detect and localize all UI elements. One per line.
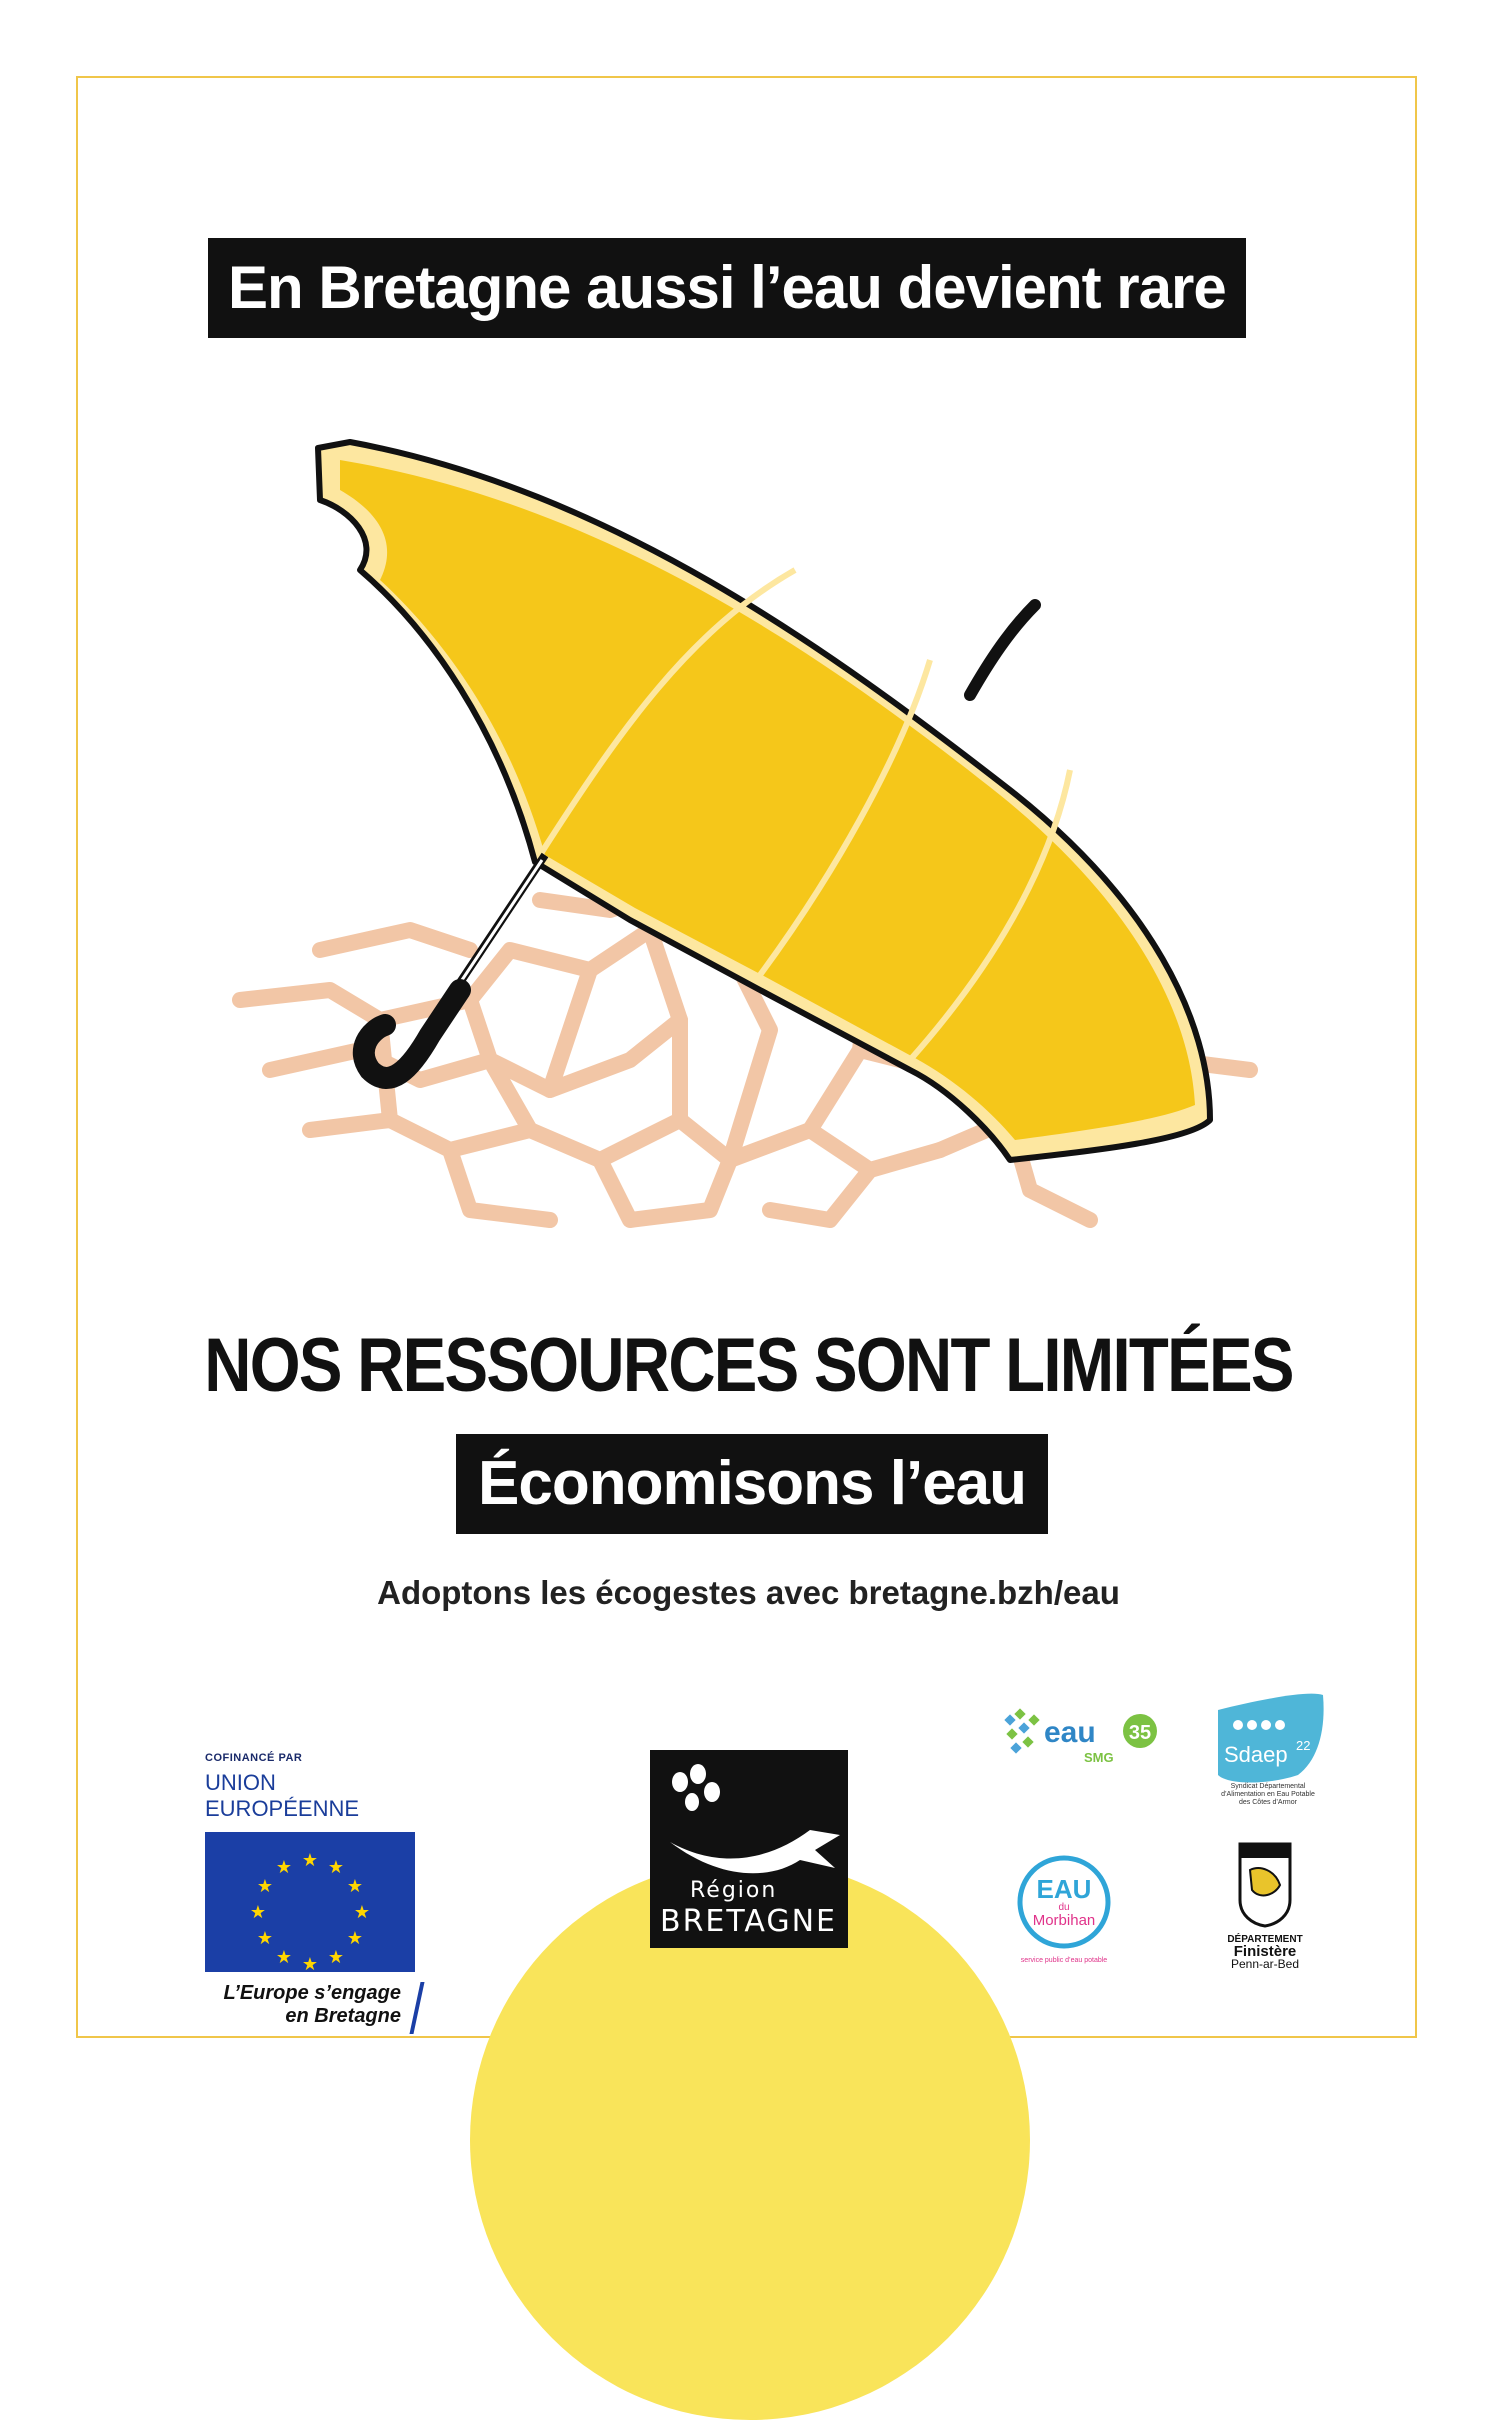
finistere-name: Finistère — [1233, 1943, 1297, 1960]
eu-flag-icon — [205, 1832, 415, 1972]
svg-text:★: ★ — [301, 1850, 319, 1870]
svg-text:★: ★ — [346, 1876, 364, 1896]
eu-tagline-line1: L’Europe s’engage — [223, 1982, 401, 2004]
region-label: Région — [690, 1878, 778, 1903]
droplets-icon — [1004, 1708, 1039, 1753]
subslogan-label: Économisons l’eau — [456, 1434, 1048, 1534]
eau35-number: 35 — [1128, 1722, 1152, 1744]
svg-text:★: ★ — [275, 1947, 293, 1967]
finistere-logo — [1200, 1840, 1330, 1970]
svg-text:★: ★ — [327, 1857, 345, 1877]
svg-text:★: ★ — [249, 1902, 267, 1922]
bretagne-label: BRETAGNE — [660, 1904, 838, 1939]
finistere-dept: DÉPARTEMENT — [1227, 1934, 1303, 1945]
coat-of-arms-icon — [1240, 1844, 1290, 1926]
svg-text:★: ★ — [275, 1857, 293, 1877]
morbihan-du: du — [1058, 1902, 1070, 1913]
svg-text:★: ★ — [301, 1954, 319, 1972]
eu-tagline-line2: en Bretagne — [285, 2005, 401, 2027]
sdaep22-logo — [1198, 1690, 1338, 1808]
sdaep-desc-1: Syndicat Départemental — [1230, 1783, 1306, 1790]
morbihan-sub: service public d’eau potable — [1020, 1957, 1108, 1964]
eu-union-label: UNION EUROPÉENNE — [205, 1770, 360, 1821]
svg-text:★: ★ — [256, 1876, 274, 1896]
eu-tagline — [205, 1982, 415, 2028]
sdaep-number: 22 — [1296, 1738, 1311, 1753]
sdaep-name: Sdaep — [1224, 1742, 1288, 1767]
slogan-heading: NOS RESSOURCES SONT LIMITÉES — [204, 1323, 1293, 1408]
svg-text:★: ★ — [353, 1902, 371, 1922]
eau35-logo — [1002, 1706, 1164, 1772]
headline-label: En Bretagne aussi l’eau devient rare — [208, 238, 1246, 338]
sdaep-desc-3: des Côtes d’Armor — [1239, 1799, 1297, 1806]
region-bretagne-logo — [650, 1750, 848, 1948]
svg-text:★: ★ — [256, 1928, 274, 1948]
eau35-name: eau — [1044, 1716, 1096, 1749]
call-to-action-text: Adoptons les écogestes avec bretagne.bzh/eau — [377, 1574, 1120, 1611]
finistere-breton: Penn-ar-Bed — [1230, 1957, 1300, 1970]
morbihan-name: Morbihan — [1032, 1912, 1096, 1929]
morbihan-eau: EAU — [1036, 1874, 1092, 1904]
svg-text:★: ★ — [327, 1947, 345, 1967]
eu-cofinancing-logo — [205, 1752, 415, 2028]
umbrella-illustration — [210, 430, 1290, 1260]
eu-cofinance-label: COFINANCÉ PAR — [205, 1752, 303, 1764]
sdaep-desc-2: d’Alimentation en Eau Potable — [1221, 1791, 1315, 1798]
svg-text:★: ★ — [346, 1928, 364, 1948]
eau-du-morbihan-logo — [1002, 1850, 1132, 1968]
eau35-sub: SMG — [1084, 1750, 1114, 1765]
